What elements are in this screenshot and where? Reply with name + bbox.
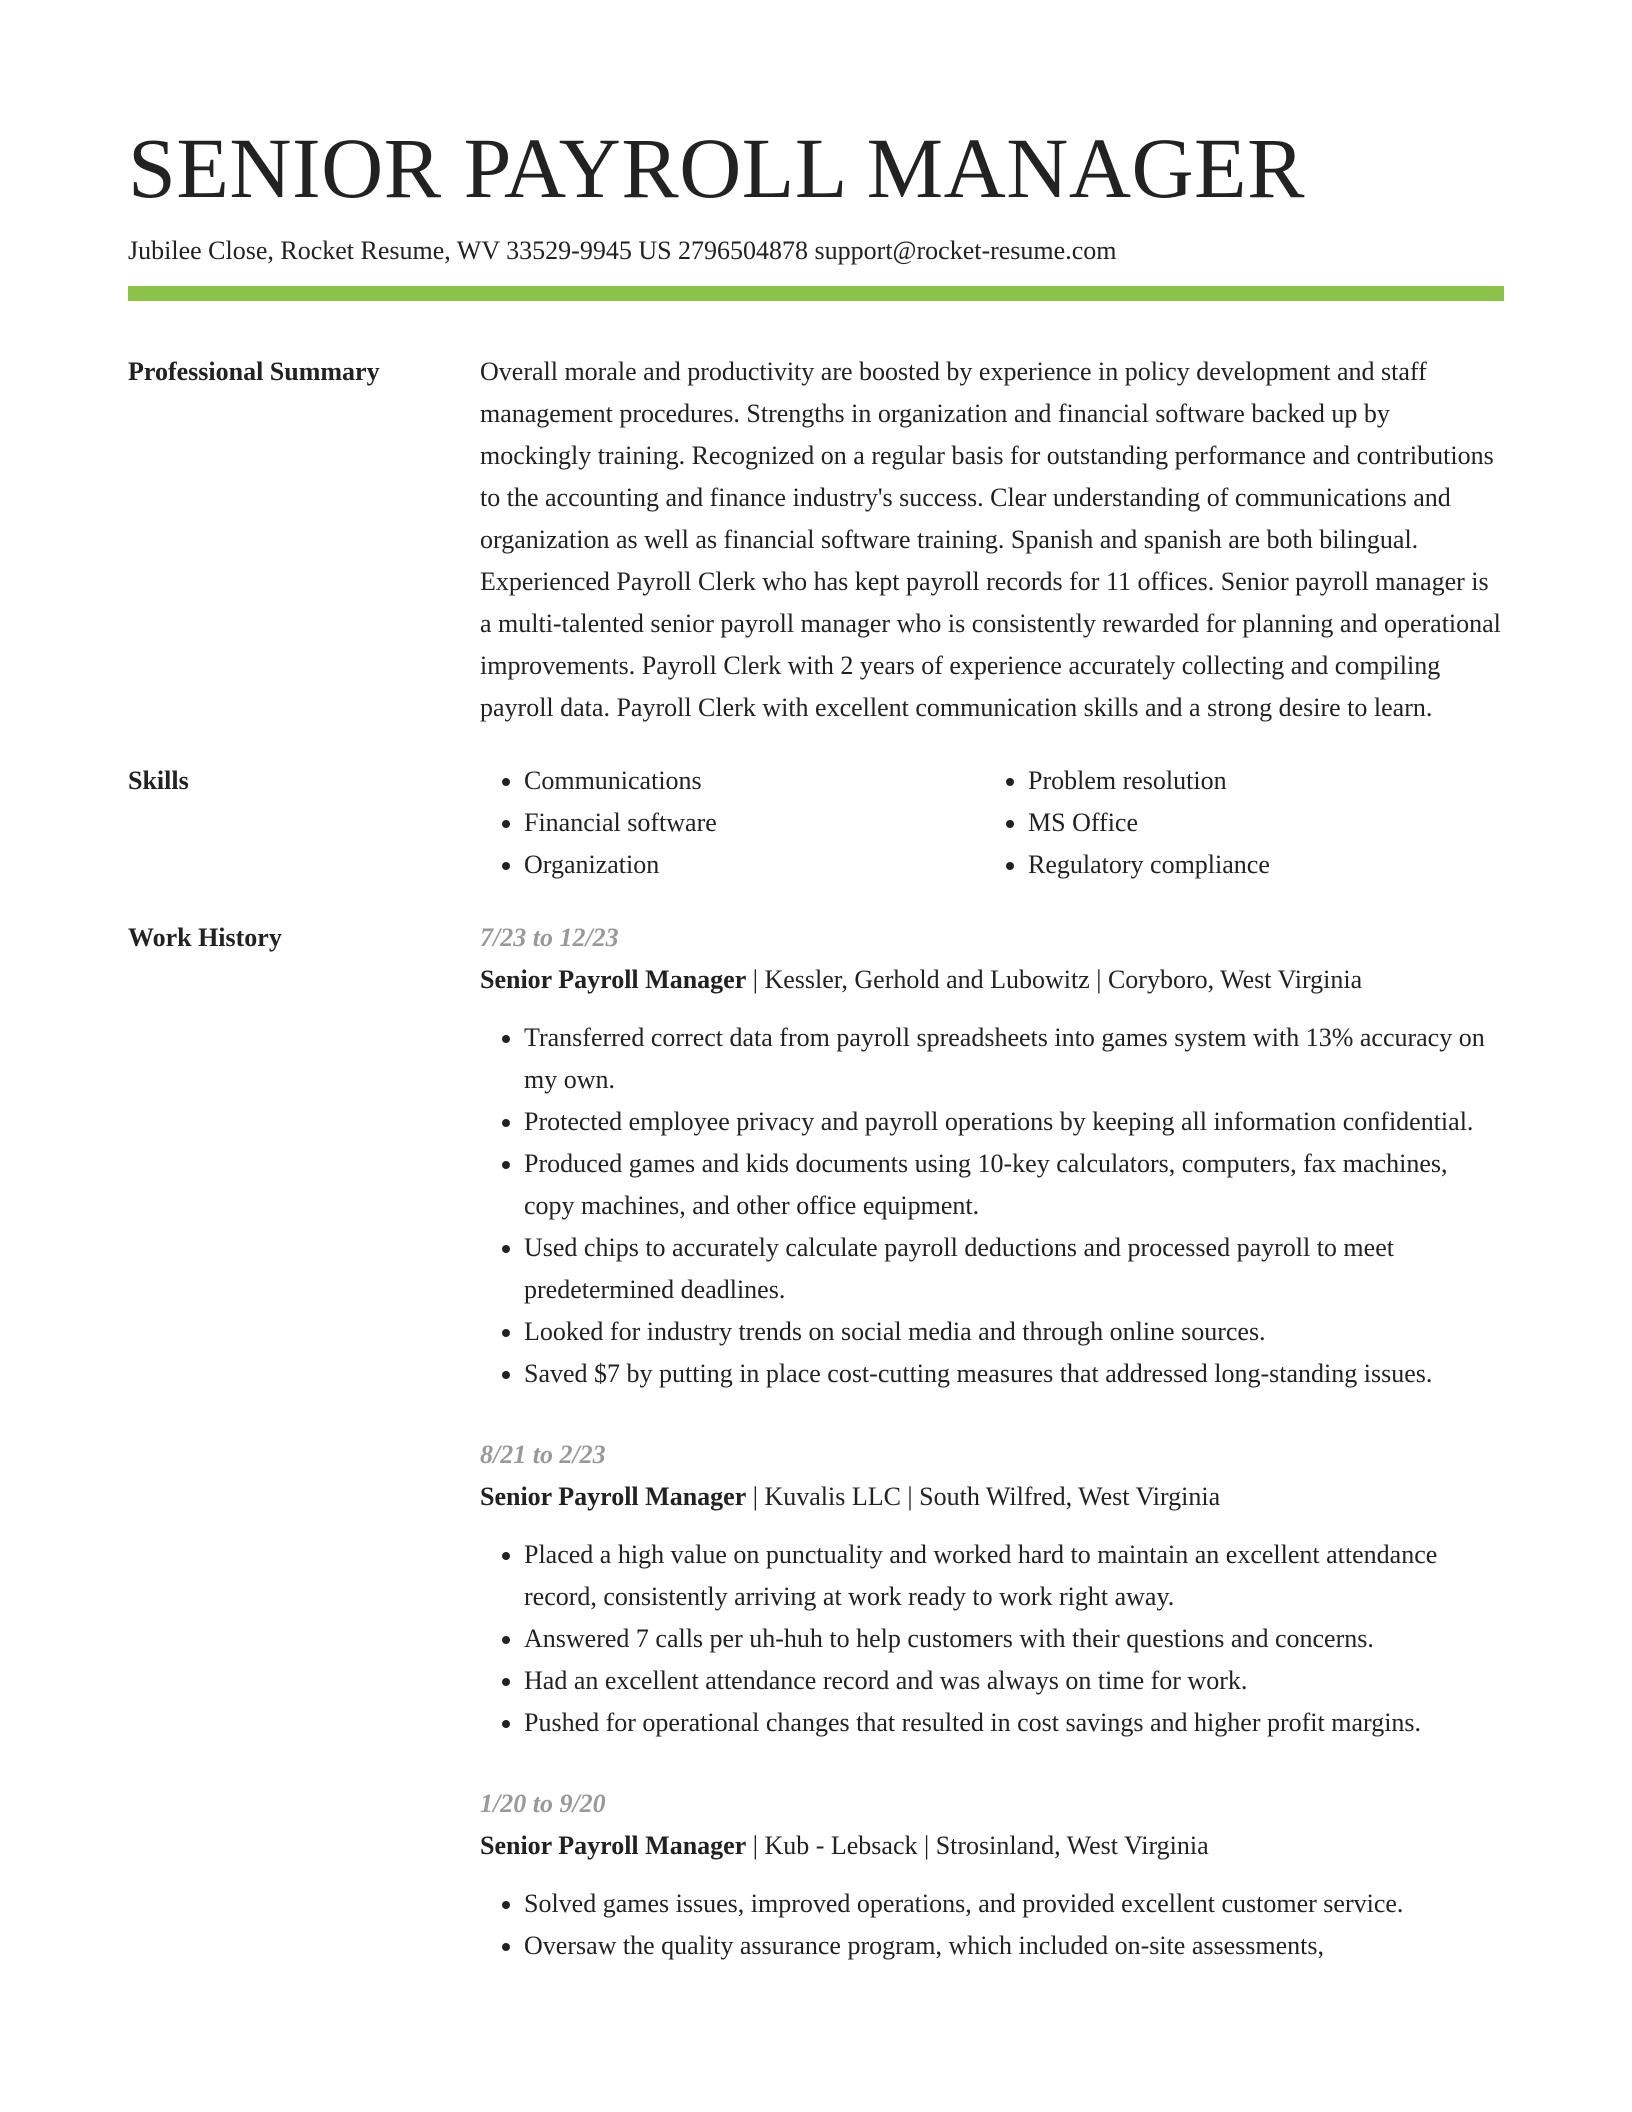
job-title-line (480, 959, 1504, 1001)
skill-item: • Financial software (524, 802, 984, 844)
job-title-line (480, 1825, 1504, 1867)
job-bullet: • Used chips to accurately calculate payroll deductions and processed payroll to meet predetermined deadlines. (524, 1227, 1504, 1311)
job-bullet: • Protected employee privacy and payroll operations by keeping all information confidential. (524, 1101, 1504, 1143)
job-entry (480, 1783, 1504, 1967)
job-title: Senior Payroll Manager (480, 965, 747, 994)
job-bullet: • Transferred correct data from payroll spreadsheets into games system with 13% accuracy on my own. (524, 1017, 1504, 1101)
skills-section (128, 760, 1504, 886)
skill-item: • Communications (524, 760, 984, 802)
accent-divider (128, 286, 1504, 301)
job-title: Senior Payroll Manager (480, 1831, 747, 1860)
job-entry (480, 917, 1504, 1395)
job-title: Senior Payroll Manager (480, 1482, 747, 1511)
summary-heading: Professional Summary (128, 357, 380, 386)
job-details: | Kub - Lebsack | Strosinland, West Virginia (746, 1831, 1209, 1860)
resume-page (128, 118, 1504, 2006)
skill-item: • MS Office (1028, 802, 1488, 844)
job-details: | Kuvalis LLC | South Wilfred, West Virginia (746, 1482, 1221, 1511)
job-dates: 8/21 to 2/23 (480, 1440, 606, 1469)
skills-grid (480, 760, 1504, 886)
job-bullet: • Solved games issues, improved operations, and provided excellent customer service. (524, 1883, 1504, 1925)
skills-heading: Skills (128, 766, 189, 795)
job-bullet: • Looked for industry trends on social media and through online sources. (524, 1311, 1504, 1353)
job-bullet: • Saved $7 by putting in place cost-cutting measures that addressed long-standing issues. (524, 1353, 1504, 1395)
job-bullets (480, 1017, 1504, 1395)
job-dates: 7/23 to 12/23 (480, 923, 619, 952)
job-bullet: • Answered 7 calls per uh-huh to help customers with their questions and concerns. (524, 1618, 1504, 1660)
job-bullet: • Oversaw the quality assurance program, which included on-site assessments, (524, 1925, 1504, 1967)
skill-item: • Problem resolution (1028, 760, 1488, 802)
job-title-line (480, 1476, 1504, 1518)
job-bullet: • Placed a high value on punctuality and worked hard to maintain an excellent attendance record, consistently arriving at work ready to work right away. (524, 1534, 1504, 1618)
job-bullet: • Pushed for operational changes that resulted in cost savings and higher profit margins. (524, 1702, 1504, 1744)
work-history-heading: Work History (128, 923, 282, 952)
job-details: | Kessler, Gerhold and Lubowitz | Coryboro, West Virginia (746, 965, 1363, 994)
job-entry (480, 1434, 1504, 1744)
job-bullets (480, 1534, 1504, 1744)
work-history-section (128, 917, 1504, 2006)
job-bullet: • Produced games and kids documents using 10-key calculators, computers, fax machines, copy machines, and other office equipment. (524, 1143, 1504, 1227)
job-bullets (480, 1883, 1504, 1967)
skills-list-left (480, 760, 984, 886)
summary-section (128, 351, 1504, 729)
resume-name: SENIOR PAYROLL MANAGER (128, 120, 1305, 216)
job-bullet: • Had an excellent attendance record and was always on time for work. (524, 1660, 1504, 1702)
job-dates: 1/20 to 9/20 (480, 1789, 606, 1818)
summary-text: Overall morale and productivity are boosted by experience in policy development and staff management procedures. Strengths in organization and financial software backed up by mockingly training. Recognized on a regular basis for outstanding performance and contributions to the accounting and finance industry's success. Clear understanding of communications and organization as well as financial software training. Spanish and spanish are both bilingual. Experienced Payroll Clerk who has kept payroll records for 11 offices. Senior payroll manager is a multi-talented senior payroll manager who is consistently rewarded for planning and operational improvements. Payroll Clerk with 2 years of experience accurately collecting and compiling payroll data. Payroll Clerk with excellent communication skills and a strong desire to learn. (480, 357, 1501, 722)
contact-line: Jubilee Close, Rocket Resume, WV 33529-9945 US 2796504878 support@rocket-resume.com (128, 236, 1117, 265)
skill-item: • Regulatory compliance (1028, 844, 1488, 886)
skill-item: • Organization (524, 844, 984, 886)
skills-list-right (984, 760, 1488, 886)
